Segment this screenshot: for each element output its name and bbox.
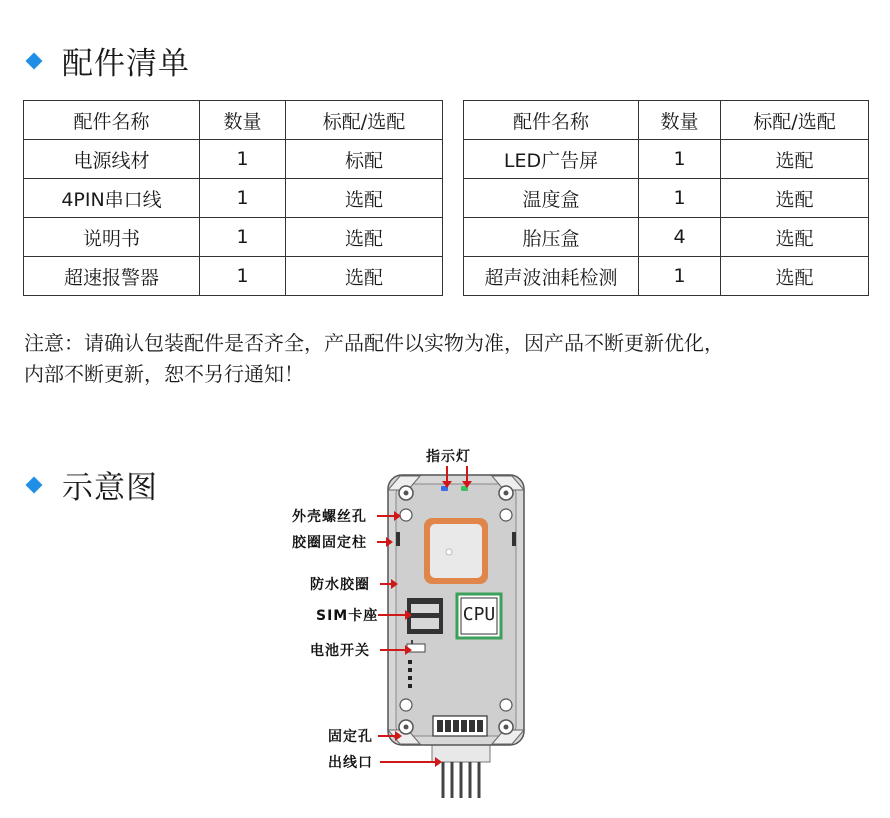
accessories-table-left <box>23 100 443 296</box>
cell-qty: 1 <box>639 257 721 296</box>
diagram-section-title <box>24 462 158 507</box>
cell-qty: 1 <box>639 140 721 179</box>
arrow-mount-hole <box>378 735 396 737</box>
cell-name: 温度盒 <box>464 179 639 218</box>
table-row <box>24 140 443 179</box>
cell-name: 超声波油耗检测 <box>464 257 639 296</box>
table-row <box>464 140 869 179</box>
note-line-2: 内部不断更新，恕不另行通知！ <box>24 362 304 386</box>
cell-qty: 4 <box>639 218 721 257</box>
arrow-waterproof-gasket <box>380 583 392 585</box>
cell-type: 选配 <box>721 218 869 257</box>
cell-type: 选配 <box>286 179 443 218</box>
cell-type: 选配 <box>721 140 869 179</box>
header-type: 标配/选配 <box>286 101 443 140</box>
header-name: 配件名称 <box>464 101 639 140</box>
label-sim-slot: SIM卡座 <box>316 608 379 624</box>
accessories-section-title <box>24 38 190 83</box>
cell-type: 选配 <box>721 257 869 296</box>
cell-qty: 1 <box>200 179 286 218</box>
table-row <box>24 257 443 296</box>
arrow-indicator <box>466 466 468 482</box>
arrow-cable-outlet <box>380 761 436 763</box>
arrow-sim-slot <box>378 614 406 616</box>
diamond-bullet-icon <box>26 52 43 69</box>
diagram-heading: 示意图 <box>62 470 158 506</box>
label-indicator: 指示灯 <box>426 449 471 465</box>
header-qty: 数量 <box>639 101 721 140</box>
header-type: 标配/选配 <box>721 101 869 140</box>
table-header-row <box>24 101 443 140</box>
cell-type: 选配 <box>286 218 443 257</box>
cell-type: 标配 <box>286 140 443 179</box>
table-row <box>464 257 869 296</box>
note-line-1: 注意：请确认包装配件是否齐全，产品配件以实物为准，因产品不断更新优化， <box>24 331 724 355</box>
table-header-row <box>464 101 869 140</box>
label-cable-outlet: 出线口 <box>328 755 373 771</box>
cell-name: 4PIN串口线 <box>24 179 200 218</box>
cell-qty: 1 <box>639 179 721 218</box>
label-mount-hole: 固定孔 <box>328 729 373 745</box>
table-row <box>24 218 443 257</box>
table-row <box>24 179 443 218</box>
sim-slot <box>407 598 443 634</box>
accessories-table-right <box>463 100 869 296</box>
accessories-note <box>24 328 869 390</box>
cell-name: LED广告屏 <box>464 140 639 179</box>
cell-name: 超速报警器 <box>24 257 200 296</box>
diamond-bullet-icon <box>26 476 43 493</box>
arrow-indicator <box>446 466 448 482</box>
cpu-label: CPU <box>462 604 496 625</box>
cell-qty: 1 <box>200 257 286 296</box>
arrow-gasket-post <box>377 541 387 543</box>
cell-type: 选配 <box>286 257 443 296</box>
table-row <box>464 179 869 218</box>
arrow-shell-screw <box>377 515 395 517</box>
cable-bundle <box>432 740 490 798</box>
accessories-heading: 配件清单 <box>62 46 190 82</box>
table-row <box>464 218 869 257</box>
device-diagram <box>280 440 540 818</box>
cell-type: 选配 <box>721 179 869 218</box>
label-gasket-post: 胶圈固定柱 <box>292 535 367 551</box>
cell-name: 胎压盒 <box>464 218 639 257</box>
arrow-battery-switch <box>380 649 406 651</box>
label-waterproof-gasket: 防水胶圈 <box>310 577 370 593</box>
label-battery-switch: 电池开关 <box>310 643 370 659</box>
cell-name: 说明书 <box>24 218 200 257</box>
cell-qty: 1 <box>200 140 286 179</box>
label-shell-screw: 外壳螺丝孔 <box>292 509 367 525</box>
connector <box>433 716 487 736</box>
header-name: 配件名称 <box>24 101 200 140</box>
cell-qty: 1 <box>200 218 286 257</box>
cell-name: 电源线材 <box>24 140 200 179</box>
header-qty: 数量 <box>200 101 286 140</box>
